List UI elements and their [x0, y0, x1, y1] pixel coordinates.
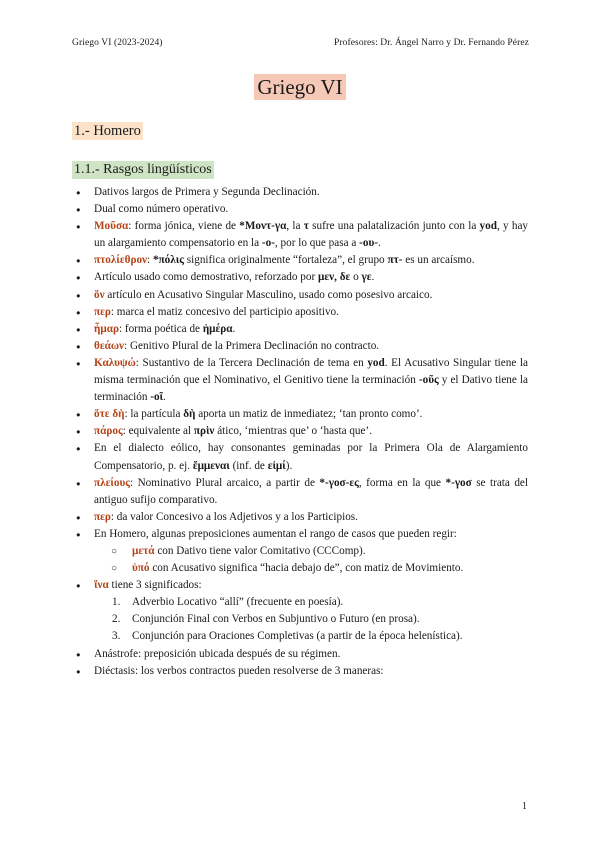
- greek-term: πλείους: [94, 476, 130, 489]
- greek-term: Καλυψώ: [94, 356, 136, 369]
- greek-term: ὅτε δὴ: [94, 408, 125, 421]
- list-item: ● ὅτε δὴ: la partícula δὴ aporta un matiz de inmediatez; ‘tan pronto como’.: [72, 406, 528, 423]
- bullet-list: [72, 184, 528, 680]
- page-number: 1: [522, 801, 527, 812]
- greek-term: πάρος: [94, 425, 123, 438]
- numbered-item: 2. Conjunción Final con Verbos en Subjuntivo o Futuro (en prosa).: [112, 613, 420, 626]
- list-item: ● περ: da valor Concesivo a los Adjetivos y a los Participios.: [72, 509, 528, 526]
- greek-term: πτολίεθρον: [94, 254, 148, 267]
- list-item: ● πτολίεθρον: *πόλις significa originalmente “fortaleza”, el grupo πτ- es un arcaísmo.: [72, 252, 528, 269]
- numbered-item: 1. Adverbio Locativo “allí” (frecuente en poesía).: [112, 596, 344, 609]
- greek-term: ὑπό: [132, 562, 150, 575]
- list-item: ● ὅν artículo en Acusativo Singular Masculino, usado como posesivo arcaico.: [72, 287, 528, 304]
- list-item: ● En el dialecto eólico, hay consonantes geminadas por la Primera Ola de Alargamiento Compensatorio, p. ej. ἔμμεναι (inf. de εἰμί).: [72, 440, 528, 474]
- greek-term: ἵνα: [94, 579, 109, 592]
- list-item: ● Diéctasis: los verbos contractos pueden resolverse de 3 maneras:: [72, 663, 528, 680]
- list-item: ● Artículo usado como demostrativo, reforzado por μεν, δε o γε.: [72, 269, 528, 286]
- list-item: ● ἵνα tiene 3 significados: 1. Adverbio Locativo “allí” (frecuente en poesía). 2. Conjunción Final con Verbos en Subjuntivo o Futuro (en prosa). 3. Conjunción para Oraciones Completivas (a partir de la época helenística).: [72, 577, 528, 645]
- title-container: [0, 74, 600, 100]
- list-item: ● En Homero, algunas preposiciones aumentan el rango de casos que pueden regir: ○ μετά con Dativo tiene valor Comitativo (CCComp). ○ ὑπό con Acusativo significa “hacia debajo de”, con matiz de Movimiento.: [72, 526, 528, 577]
- numbered-list: [94, 594, 528, 645]
- section-heading: 1.- Homero: [74, 123, 141, 139]
- sub-list-item: ○ ὑπό con Acusativo significa “hacia debajo de”, con matiz de Movimiento.: [94, 560, 528, 577]
- greek-term: θεάων: [94, 339, 125, 352]
- list-item: ● Dativos largos de Primera y Segunda Declinación.: [72, 184, 528, 201]
- page-title: Griego VI: [254, 74, 345, 100]
- list-item: ● Μοῦσα: forma jónica, viene de *Μοντ-γα, la τ sufre una palatalización junto con la yod, y hay un alargamiento compensatorio en la -ο-, por lo que pasa a -ου-.: [72, 218, 528, 252]
- greek-term: μετά: [132, 544, 155, 557]
- list-item: ● θεάων: Genitivo Plural de la Primera Declinación no contracto.: [72, 338, 528, 355]
- subsection-heading: 1.1.- Rasgos lingüísticos: [74, 162, 212, 177]
- list-item: ● Καλυψώ: Sustantivo de la Tercera Declinación de tema en yod. El Acusativo Singular tiene la misma terminación que el Nominativo, el Genitivo tiene la terminación -οῦς y el Dativo tiene la terminación -οῖ.: [72, 355, 528, 406]
- list-item: ● πάρος: equivalente al πρὶν ático, ‘mientras que’ o ‘hasta que’.: [72, 423, 528, 440]
- greek-term: ὅν: [94, 288, 105, 301]
- sub-list: [94, 543, 528, 577]
- header-course: Griego VI (2023-2024): [72, 38, 163, 48]
- numbered-item: 3. Conjunción para Oraciones Completivas (a partir de la época helenística).: [112, 630, 463, 643]
- list-item: ● περ: marca el matiz concesivo del participio apositivo.: [72, 304, 528, 321]
- greek-term: ἦμαρ: [94, 322, 119, 335]
- list-item: ● Anástrofe: preposición ubicada después de su régimen.: [72, 646, 528, 663]
- greek-term: περ: [94, 510, 111, 523]
- notes-content: [72, 184, 528, 680]
- greek-term: Μοῦσα: [94, 220, 129, 233]
- header-professors: Profesores: Dr. Ángel Narro y Dr. Fernando Pérez: [333, 38, 529, 48]
- list-item: ● πλείους: Nominativo Plural arcaico, a partir de *-γοσ-ες, forma en la que *-γοσ se trata del antiguo sufijo comparativo.: [72, 475, 528, 509]
- list-item: ● Dual como número operativo.: [72, 201, 528, 218]
- sub-list-item: ○ μετά con Dativo tiene valor Comitativo (CCComp).: [94, 543, 528, 560]
- greek-term: περ: [94, 305, 111, 318]
- list-item: ● ἦμαρ: forma poética de ἡμέρα.: [72, 321, 528, 338]
